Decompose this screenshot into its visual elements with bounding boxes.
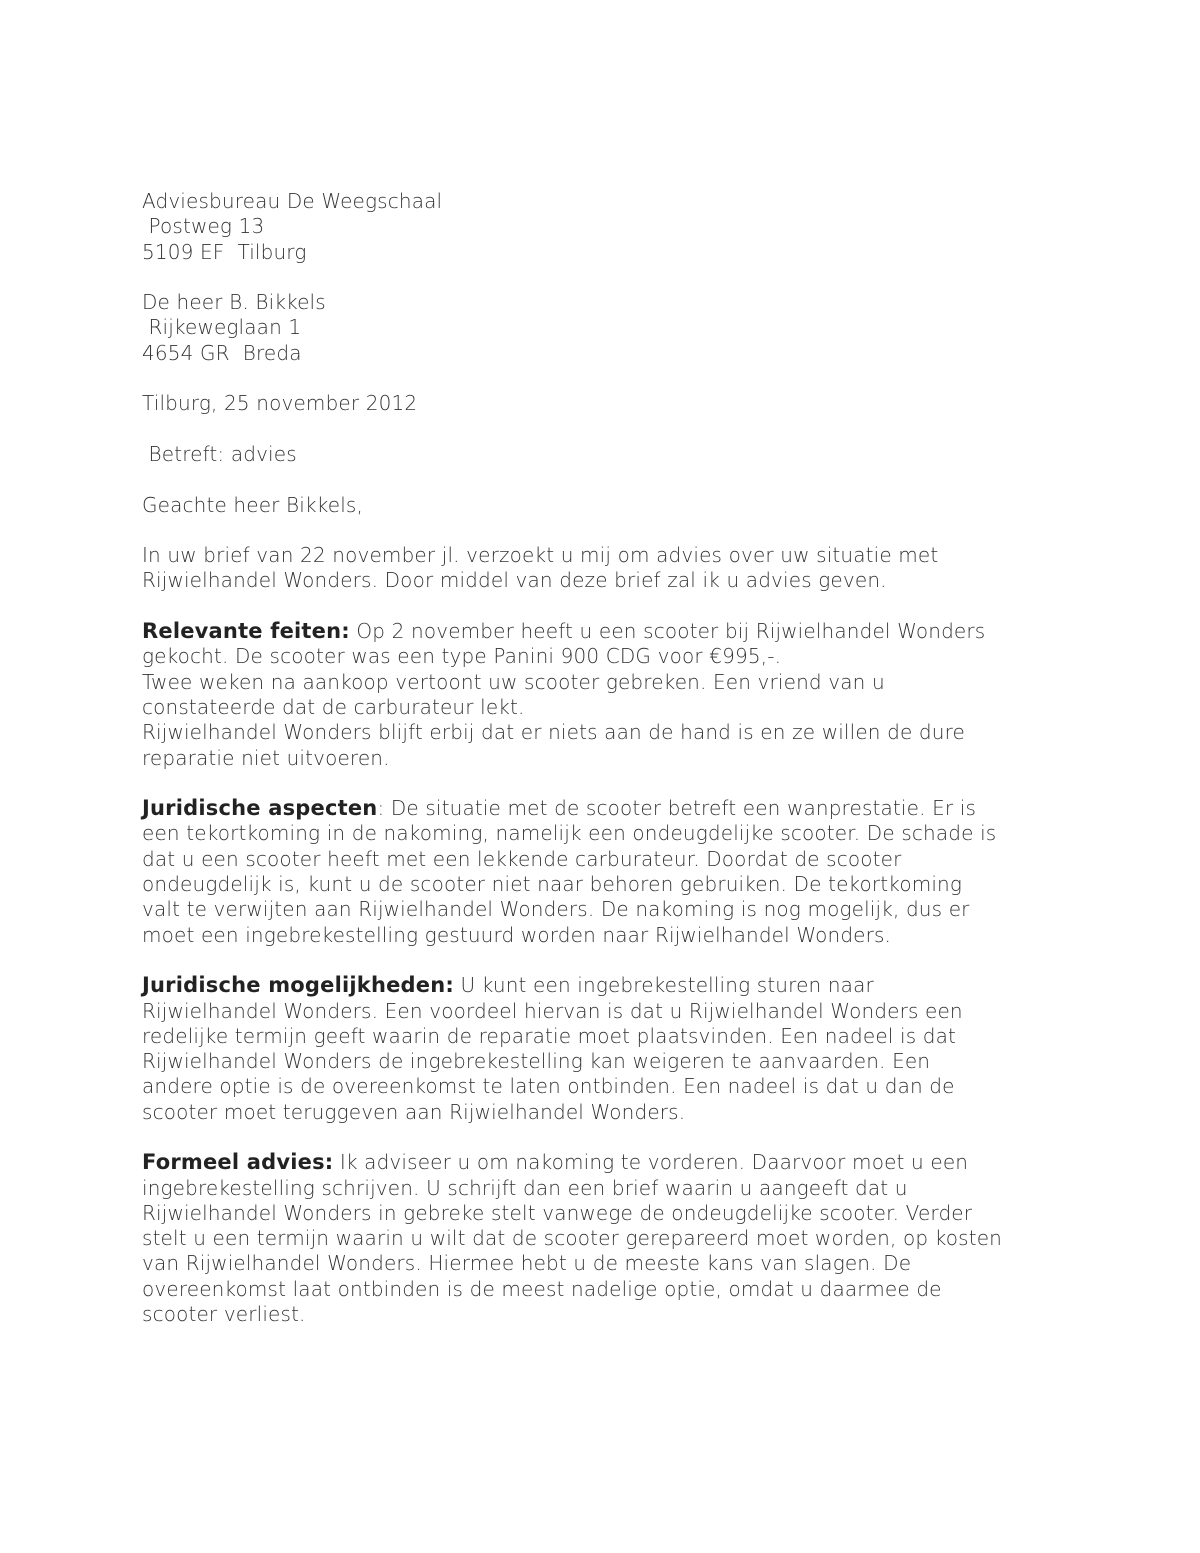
- section-line: Rijwielhandel Wonders de ingebrekestelling kan weigeren te aanvaarden. Een: [142, 1049, 931, 1074]
- section-juridische-mogelijkheden: [142, 973, 1062, 1125]
- section-line: valt te verwijten aan Rijwielhandel Wonders. De nakoming is nog mogelijk, dus er: [142, 897, 970, 922]
- intro-paragraph: [142, 543, 1062, 594]
- sender-street: Postweg 13: [142, 214, 265, 239]
- section-line: redelijke termijn geeft waarin de reparatie moet plaatsvinden. Een nadeel is dat: [142, 1023, 957, 1048]
- letter-page: [142, 189, 1062, 1327]
- section-text: Op 2 november heeft u een scooter bij Rijwielhandel Wonders: [349, 619, 986, 644]
- section-formeel-advies: [142, 1150, 1062, 1327]
- section-line: Rijwielhandel Wonders. Een voordeel hiervan is dat u Rijwielhandel Wonders een: [142, 998, 963, 1023]
- section-line: Rijwielhandel Wonders blijft erbij dat er niets aan de hand is en ze willen de dure: [142, 720, 965, 745]
- section-relevante-feiten: [142, 619, 1062, 771]
- section-heading: Formeel advies:: [142, 1150, 334, 1175]
- recipient-name: De heer B. Bikkels: [142, 290, 326, 315]
- recipient-city: 4654 GR Breda: [142, 340, 302, 365]
- sender-address: [142, 189, 1062, 265]
- salutation: Geachte heer Bikkels,: [142, 492, 363, 517]
- section-heading: Juridische aspecten: [142, 796, 378, 821]
- sender-name: Adviesbureau De Weegschaal: [142, 189, 443, 213]
- section-line: moet een ingebrekestelling gestuurd worden naar Rijwielhandel Wonders.: [142, 922, 892, 947]
- section-line: Twee weken na aankoop vertoont uw scooter gebreken. Een vriend van u: [142, 669, 885, 694]
- section-line: Rijwielhandel Wonders in gebreke stelt vanwege de ondeugdelijke scooter. Verder: [142, 1200, 973, 1225]
- recipient-street: Rijkeweglaan 1: [142, 315, 302, 340]
- section-line: reparatie niet uitvoeren.: [142, 745, 390, 770]
- section-line: van Rijwielhandel Wonders. Hiermee hebt u de meeste kans van slagen. De: [142, 1251, 912, 1276]
- section-line: andere optie is de overeenkomst te laten ontbinden. Een nadeel is dat u dan de: [142, 1074, 955, 1099]
- letter-date: Tilburg, 25 november 2012: [142, 391, 418, 416]
- section-line: een tekortkoming in de nakoming, namelijk een ondeugdelijke scooter. De schade is: [142, 821, 997, 846]
- intro-line: Rijwielhandel Wonders. Door middel van deze brief zal ik u advies geven.: [142, 568, 887, 593]
- section-line: stelt u een termijn waarin u wilt dat de scooter gerepareerd moet worden, op kosten: [142, 1226, 1002, 1251]
- section-line: scooter verliest.: [142, 1302, 306, 1327]
- section-line: gekocht. De scooter was een type Panini 900 CDG voor €995,-.: [142, 644, 782, 669]
- section-line: dat u een scooter heeft met een lekkende carburateur. Doordat de scooter: [142, 846, 902, 871]
- section-juridische-aspecten: [142, 796, 1062, 948]
- intro-line: In uw brief van 22 november jl. verzoekt u mij om advies over uw situatie met: [142, 543, 939, 568]
- section-text: Ik adviseer u om nakoming te vorderen. Daarvoor moet u een: [333, 1150, 969, 1175]
- recipient-address: [142, 290, 1062, 366]
- section-line: scooter moet teruggeven aan Rijwielhandel Wonders.: [142, 1099, 686, 1124]
- sender-city: 5109 EF Tilburg: [142, 239, 307, 264]
- section-line: overeenkomst laat ontbinden is de meest nadelige optie, omdat u daarmee de: [142, 1276, 942, 1301]
- section-line: ingebrekestelling schrijven. U schrijft dan een brief waarin u aangeeft dat u: [142, 1175, 908, 1200]
- section-text: : De situatie met de scooter betreft een wanprestatie. Er is: [377, 796, 977, 821]
- section-text: U kunt een ingebrekestelling sturen naar: [453, 973, 874, 998]
- section-heading: Relevante feiten:: [142, 619, 350, 644]
- section-line: constateerde dat de carburateur lekt.: [142, 694, 525, 719]
- section-line: ondeugdelijk is, kunt u de scooter niet naar behoren gebruiken. De tekortkoming: [142, 872, 963, 897]
- letter-subject: Betreft: advies: [142, 441, 297, 466]
- section-heading: Juridische mogelijkheden:: [142, 973, 454, 998]
